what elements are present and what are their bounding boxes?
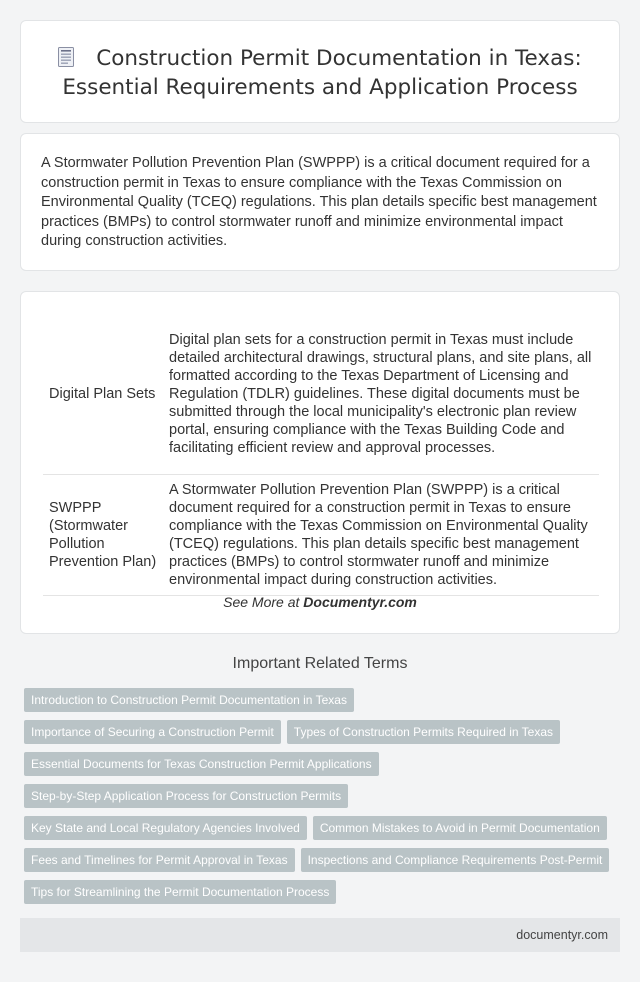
related-terms-heading: Important Related Terms xyxy=(232,655,408,672)
related-terms-list xyxy=(24,688,624,912)
related-term-tag[interactable]: Key State and Local Regulatory Agencies Involved xyxy=(24,816,307,840)
intro-card xyxy=(20,133,620,271)
description-cell: Digital plan sets for a construction permit in Texas must include detailed architectural drawings, structural plans, and site plans, all formatted according to the Texas Department of Licensing and Regulation (TDLR) guidelines. These digital documents must be submitted through the local municipality's electronic plan review portal, ensuring compliance with the Texas Building Code and facilitating efficient review and approval processes. xyxy=(165,314,599,474)
description-cell: A Stormwater Pollution Prevention Plan (SWPPP) is a critical document required for a construction permit in Texas to ensure compliance with the Texas Commission on Environmental Quality (TCEQ) regulations. This plan details specific best management practices (BMPs) to control stormwater runoff and minimize environmental impact during construction activities. xyxy=(165,474,599,595)
document-icon xyxy=(58,46,74,66)
related-term-tag[interactable]: Essential Documents for Texas Construction Permit Applications xyxy=(24,752,379,776)
footer xyxy=(20,918,620,952)
table-row xyxy=(43,314,599,474)
definition-card xyxy=(20,291,620,634)
related-term-tag[interactable]: Tips for Streamlining the Permit Documentation Process xyxy=(24,880,336,904)
related-term-tag[interactable]: Common Mistakes to Avoid in Permit Documentation xyxy=(313,816,607,840)
definition-table xyxy=(43,314,599,596)
title-card xyxy=(20,20,620,123)
related-term-tag[interactable]: Fees and Timelines for Permit Approval in Texas xyxy=(24,848,295,872)
related-term-tag[interactable]: Introduction to Construction Permit Documentation in Texas xyxy=(24,688,354,712)
see-more-prefix: See More at xyxy=(223,594,304,610)
related-term-tag[interactable]: Importance of Securing a Construction Permit xyxy=(24,720,281,744)
page-title xyxy=(21,21,619,102)
related-term-tag[interactable]: Types of Construction Permits Required in Texas xyxy=(287,720,560,744)
term-cell: SWPPP (Stormwater Pollution Prevention Plan) xyxy=(43,474,165,595)
table-row xyxy=(43,474,599,595)
term-cell: Digital Plan Sets xyxy=(43,314,165,474)
intro-paragraph: A Stormwater Pollution Prevention Plan (SWPPP) is a critical document required for a construction permit in Texas to ensure compliance with the Texas Commission on Environmental Quality (TCEQ) regulations. This plan details specific best management practices (BMPs) to control stormwater runoff and minimize environmental impact during construction activities. xyxy=(41,155,597,249)
related-term-tag[interactable]: Step-by-Step Application Process for Construction Permits xyxy=(24,784,348,808)
related-term-tag[interactable]: Inspections and Compliance Requirements Post-Permit xyxy=(301,848,610,872)
see-more-link[interactable] xyxy=(21,594,619,610)
see-more-site: Documentyr.com xyxy=(303,594,417,610)
footer-site-link[interactable]: documentyr.com xyxy=(516,928,608,942)
page-title-text: Construction Permit Documentation in Texas: Essential Requirements and Application Process xyxy=(62,46,582,100)
